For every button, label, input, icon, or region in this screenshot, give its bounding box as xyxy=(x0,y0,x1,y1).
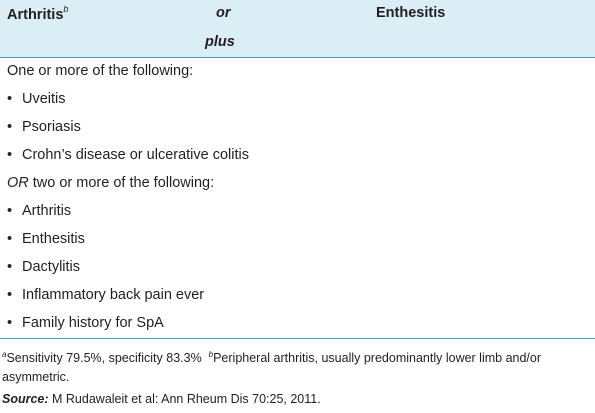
bullet-icon: • xyxy=(7,259,13,275)
bullet-icon: • xyxy=(7,287,13,303)
table-footnote: $^a$Sensitivity 79.5%, specificity 83.3% $^b$Peripheral arthritis, usually predominantly lower limb and/or asymmetric. xyxy=(2,350,542,385)
header-plus: plus xyxy=(205,34,235,50)
list-item: • Enthesitis xyxy=(7,231,85,247)
header-enthesitis: Enthesitis xyxy=(376,5,446,21)
section2-intro: OR two or more of the following: xyxy=(7,175,215,191)
bullet-icon: • xyxy=(7,91,13,107)
list-item: • Family history for SpA xyxy=(7,315,164,331)
list-item: • Crohn’s disease or ulcerative colitis xyxy=(7,147,250,163)
bullet-icon: • xyxy=(7,147,13,163)
table-bottom-divider xyxy=(0,338,595,339)
section1-intro: One or more of the following: xyxy=(7,63,194,79)
header-or: or xyxy=(216,5,231,21)
footnote-marker-b: b xyxy=(63,4,69,14)
footnote-marker-b: b xyxy=(208,350,214,359)
header-divider xyxy=(0,57,595,58)
bullet-icon: • xyxy=(7,315,13,331)
bullet-icon: • xyxy=(7,119,13,135)
list-item: • Psoriasis xyxy=(7,119,81,135)
bullet-icon: • xyxy=(7,231,13,247)
header-arthritis: Arthritis$^b$ xyxy=(7,4,69,23)
table-header xyxy=(0,0,595,57)
bullet-icon: • xyxy=(7,203,13,219)
list-item: • Dactylitis xyxy=(7,259,81,275)
list-item: • Uveitis xyxy=(7,91,66,107)
list-item: • Inflammatory back pain ever xyxy=(7,287,205,303)
source-citation: Source: M Rudawaleit et al: Ann Rheum Dis 70:25, 2011. xyxy=(2,392,321,406)
list-item: • Arthritis xyxy=(7,203,72,219)
footnote-marker-a: a xyxy=(2,350,7,359)
